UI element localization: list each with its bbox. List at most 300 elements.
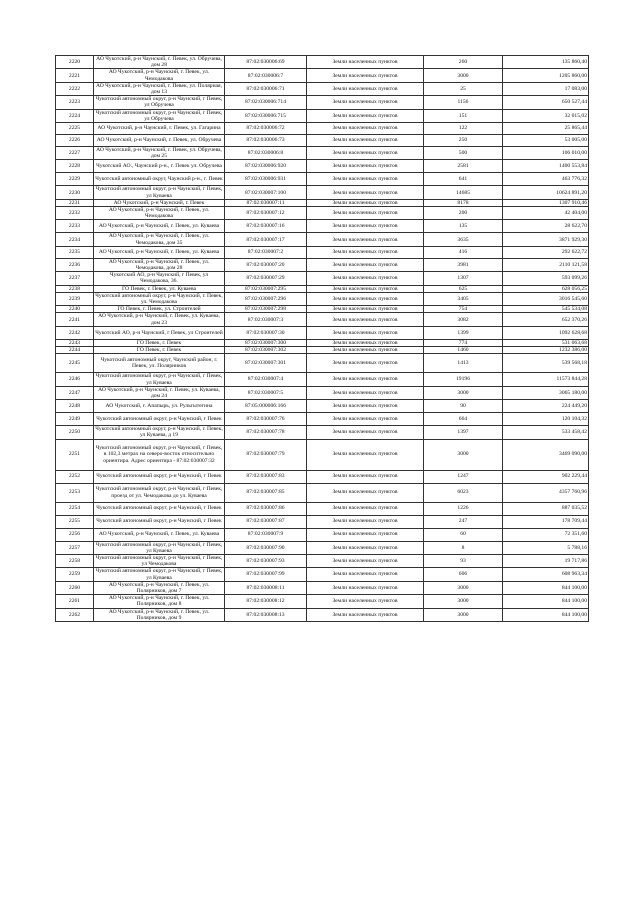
- row-address: Чукотский автономный округ, р-н Чаунский, г Певек, ул Обручева: [94, 109, 225, 122]
- table-row: [56, 554, 589, 567]
- row-area: 3000: [424, 386, 503, 399]
- table-row: [56, 515, 589, 528]
- row-cadastral-cost: 1307 910,46: [503, 199, 589, 206]
- row-land-category: Земли населенных пунктов: [307, 595, 424, 608]
- row-land-category: Земли населенных пунктов: [307, 568, 424, 581]
- row-number: 2226: [56, 135, 94, 147]
- row-number: 2238: [56, 285, 94, 292]
- row-land-category: Земли населенных пунктов: [307, 109, 424, 122]
- row-area: 754: [424, 306, 503, 313]
- row-area: 3000: [424, 595, 503, 608]
- row-cadastral-cost: 178 709,44: [503, 515, 589, 528]
- row-land-category: Земли населенных пунктов: [307, 400, 424, 413]
- table-row: [56, 69, 589, 82]
- row-address: Чукотский автономный округ, р-н Чаунский, г Певек: [94, 470, 225, 483]
- row-cadastral-cost: 545 534,08: [503, 306, 589, 313]
- row-area: 1399: [424, 326, 503, 339]
- table-body: [56, 56, 589, 622]
- row-cadastral-cost: 3065 180,00: [503, 386, 589, 399]
- row-number: 2223: [56, 96, 94, 109]
- row-cadastral-cost: 292 622,72: [503, 246, 589, 258]
- row-cadastral-number: 87:02:030007:79: [225, 439, 307, 470]
- row-address: Чукотский АО., Чаунский р-н., г. Певек ул. Обручева: [94, 160, 225, 173]
- row-cadastral-number: 87:02:030007:87: [225, 515, 307, 528]
- row-cadastral-number: 87:02:030007:78: [225, 426, 307, 439]
- row-area: 6023: [424, 483, 503, 502]
- row-cadastral-number: 87:02:030007:83: [225, 470, 307, 483]
- row-address: Чукотский автономный округ, р-н Чаунский, г Певек, проезд от ул. Чемодакова до ул. Куваева: [94, 483, 225, 502]
- row-cadastral-cost: 608 963,34: [503, 568, 589, 581]
- row-address: АО Чукотский, р-н Чаунский, г. Певек: [94, 199, 225, 206]
- row-cadastral-number: 87:02:030006:715: [225, 109, 307, 122]
- row-address: Чукотский автономный округ, р-н Чаунский, г Певек, в 102,3 метрах на северо-восток относительно ориентира. Адрес ориентира - 87:02:030007:32: [94, 439, 225, 470]
- row-address: АО Чукотский, р-н Чаунский, г. Певек, ул. Чемодакова, дом 35: [94, 233, 225, 246]
- row-cadastral-number: 87:02:030007:11: [225, 199, 307, 206]
- row-number: 2225: [56, 123, 94, 135]
- row-land-category: Земли населенных пунктов: [307, 470, 424, 483]
- table-row: [56, 220, 589, 233]
- row-area: 1413: [424, 354, 503, 373]
- row-cadastral-number: 87:02:030007:86: [225, 502, 307, 515]
- row-cadastral-number: 87:02:030007:76: [225, 413, 307, 426]
- row-cadastral-number: 87:02:030006:931: [225, 173, 307, 186]
- row-cadastral-cost: 32 015,02: [503, 109, 589, 122]
- row-cadastral-cost: 1232 386,00: [503, 347, 589, 354]
- row-land-category: Земли населенных пунктов: [307, 82, 424, 95]
- table-row: [56, 173, 589, 186]
- row-cadastral-cost: 11573 844,28: [503, 373, 589, 386]
- row-cadastral-number: 87:02:030007:295: [225, 285, 307, 292]
- row-cadastral-cost: 539 568,18: [503, 354, 589, 373]
- table-row: [56, 581, 589, 594]
- row-number: 2258: [56, 554, 94, 567]
- row-cadastral-number: 87:02:030008:11: [225, 581, 307, 594]
- land-plots-table: [55, 55, 589, 622]
- row-land-category: Земли населенных пунктов: [307, 135, 424, 147]
- row-land-category: Земли населенных пунктов: [307, 69, 424, 82]
- row-cadastral-cost: 19 717,86: [503, 554, 589, 567]
- row-cadastral-cost: 531 063,68: [503, 339, 589, 346]
- table-row: [56, 373, 589, 386]
- row-area: 1307: [424, 272, 503, 285]
- row-cadastral-cost: 533 458,42: [503, 426, 589, 439]
- row-number: 2237: [56, 272, 94, 285]
- row-number: 2228: [56, 160, 94, 173]
- row-area: 19196: [424, 373, 503, 386]
- row-cadastral-number: 87:02:030006:714: [225, 96, 307, 109]
- table-row: [56, 568, 589, 581]
- row-address: ГО Певек, г. Певек: [94, 339, 225, 346]
- row-number: 2235: [56, 246, 94, 258]
- row-address: Чукотский АО, р-н Чаунский, г Певек, ул Чемодакова, 36.: [94, 272, 225, 285]
- row-land-category: Земли населенных пунктов: [307, 147, 424, 160]
- row-land-category: Земли населенных пунктов: [307, 413, 424, 426]
- row-address: Чукотский автономный округ, р-н Чаунский, г. Певек, ул Куваева, д 19: [95, 426, 223, 439]
- row-number: 2229: [56, 173, 94, 186]
- table-row: [56, 186, 589, 199]
- row-land-category: Земли населенных пунктов: [307, 483, 424, 502]
- table-row: [56, 160, 589, 173]
- row-cadastral-cost: 3469 090,00: [503, 439, 589, 470]
- table-row: [56, 135, 589, 147]
- row-land-category: Земли населенных пунктов: [307, 528, 424, 541]
- row-number: 2243: [56, 339, 94, 346]
- row-number: 2253: [56, 483, 94, 502]
- row-number: 2231: [56, 199, 94, 206]
- table-row: [56, 347, 589, 354]
- row-area: 2581: [424, 160, 503, 173]
- row-cadastral-cost: 106 010,00: [503, 147, 589, 160]
- row-number: 2261: [56, 595, 94, 608]
- row-address: Чукотский АО, р-н Чаунский, г Певек, ул Строителей: [94, 326, 225, 339]
- row-area: 1247: [424, 470, 503, 483]
- row-cadastral-cost: 25 865,44: [503, 123, 589, 135]
- row-cadastral-number: 87:02:030007:29: [225, 272, 307, 285]
- row-land-category: Земли населенных пунктов: [307, 515, 424, 528]
- row-cadastral-cost: 650 527,44: [503, 96, 589, 109]
- row-area: 151: [424, 109, 503, 122]
- row-address: Чукотский автономный округ, р-н Чаунский, г Певек, ул Чемодакова: [94, 554, 225, 567]
- row-cadastral-number: 87:02:030007:298: [225, 306, 307, 313]
- row-cadastral-number: 87:02:030007:99: [225, 568, 307, 581]
- row-number: 2230: [56, 186, 94, 199]
- row-area: 1226: [424, 502, 503, 515]
- row-area: 8178: [424, 199, 503, 206]
- row-number: 2236: [56, 258, 94, 271]
- row-area: 3000: [424, 608, 503, 621]
- row-number: 2257: [56, 541, 94, 554]
- row-land-category: Земли населенных пунктов: [307, 541, 424, 554]
- row-cadastral-cost: 844 100,00: [503, 608, 589, 621]
- row-area: 250: [424, 135, 503, 147]
- row-address: Чукотский автономный округ, р-н Чаунский, г Певек, ул Куваева: [94, 568, 225, 581]
- row-area: 1397: [424, 426, 503, 439]
- row-land-category: Земли населенных пунктов: [307, 354, 424, 373]
- row-cadastral-cost: 887 035,52: [503, 502, 589, 515]
- table-row: [56, 541, 589, 554]
- row-cadastral-number: 87:02:030006:69: [225, 56, 307, 69]
- row-number: 2254: [56, 502, 94, 515]
- table-row: [56, 413, 589, 426]
- row-number: 2246: [56, 373, 94, 386]
- row-cadastral-cost: 4357 760,96: [503, 483, 589, 502]
- table-row: [56, 528, 589, 541]
- table-row: [56, 595, 589, 608]
- row-number: 2234: [56, 233, 94, 246]
- row-cadastral-number: 87:02:030007:12: [225, 207, 307, 220]
- row-area: 90: [424, 400, 503, 413]
- table-row: [56, 199, 589, 206]
- row-number: 2220: [56, 56, 94, 69]
- row-land-category: Земли населенных пунктов: [307, 292, 424, 305]
- row-cadastral-number: 87:02:030008:12: [225, 595, 307, 608]
- row-address: АО Чукотский, р-н Чаунский, г. Певек, ул. Куваева, дом 24: [94, 386, 225, 399]
- row-address: Чукотский автономный округ, р-н Чаунский, г Певек: [94, 413, 225, 426]
- row-cadastral-number: 87:02:030006:7: [225, 69, 307, 82]
- row-address: Чукотский автономный округ, Чаунский район, г. Певек, ул. Полярников: [94, 354, 225, 373]
- row-cadastral-cost: 3016 545,60: [503, 292, 589, 305]
- row-cadastral-number: 87:02:030007:16: [225, 220, 307, 233]
- row-area: 3000: [424, 581, 503, 594]
- table-row: [56, 483, 589, 502]
- table-row: [56, 426, 589, 439]
- row-area: 1460: [424, 347, 503, 354]
- row-number: 2221: [56, 69, 94, 82]
- row-land-category: Земли населенных пунктов: [307, 207, 424, 220]
- row-address: АО Чукотский, г. Апапырь, ул. Рультытегина: [94, 400, 225, 413]
- row-address: АО Чукотский, р-н Чаунский, г. Певек, ул. Куваева, дом 23: [94, 313, 225, 326]
- row-land-category: Земли населенных пунктов: [307, 439, 424, 470]
- row-cadastral-cost: 902 229,44: [503, 470, 589, 483]
- row-land-category: Земли населенных пунктов: [307, 246, 424, 258]
- row-area: 664: [424, 413, 503, 426]
- table-row: [56, 82, 589, 95]
- table-row: [56, 470, 589, 483]
- row-cadastral-number: 87:02:030007:100: [225, 186, 307, 199]
- table-row: [56, 272, 589, 285]
- row-number: 2239: [56, 292, 94, 305]
- row-cadastral-number: 87:05:000006:166: [225, 400, 307, 413]
- row-number: 2251: [56, 439, 94, 470]
- row-area: 641: [424, 173, 503, 186]
- row-area: 3000: [424, 439, 503, 470]
- row-land-category: Земли населенных пунктов: [307, 373, 424, 386]
- row-area: 774: [424, 339, 503, 346]
- row-address: АО Чукотский, р-н Чаунский, г. Певек, ул. Полярников, дом 8: [94, 595, 225, 608]
- table-row: [56, 400, 589, 413]
- row-number: 2224: [56, 109, 94, 122]
- row-number: 2227: [56, 147, 94, 160]
- row-land-category: Земли населенных пунктов: [307, 608, 424, 621]
- row-cadastral-number: 87:02:030006:72: [225, 123, 307, 135]
- table-row: [56, 326, 589, 339]
- row-address: АО Чукотский, р-н Чаунский, г. Певек, ул. Обручева: [94, 135, 225, 147]
- row-area: 3000: [424, 69, 503, 82]
- row-address: Чукотский автономный округ, р-н Чаунский, г Певек, ул Куваева: [94, 186, 225, 199]
- row-address: Чукотский автономный округ, р-н Чаунский, г. Певек, ул. Чемодакова: [95, 292, 223, 306]
- row-area: 93: [424, 554, 503, 567]
- row-cadastral-cost: 42 404,00: [503, 207, 589, 220]
- row-cadastral-cost: 463 776,32: [503, 173, 589, 186]
- row-address: АО Чукотский, р-н Чаунский, г. Певек, ул. Полярников, дом 9: [94, 608, 225, 621]
- row-address: ГО Певек, г. Певек: [94, 347, 225, 354]
- row-cadastral-cost: 5 788,16: [503, 541, 589, 554]
- row-cadastral-cost: 593 099,26: [503, 272, 589, 285]
- row-land-category: Земли населенных пунктов: [307, 233, 424, 246]
- row-number: 2260: [56, 581, 94, 594]
- table-row: [56, 233, 589, 246]
- row-cadastral-number: 87:02:030007:300: [225, 339, 307, 346]
- row-land-category: Земли населенных пунктов: [307, 96, 424, 109]
- row-address: Чукотский автономный округ, р-н Чаунский, г Певек, ул Куваева: [94, 541, 225, 554]
- table-row: [56, 123, 589, 135]
- row-address: ГО Певек, г. Певек, ул. Строителей: [94, 306, 225, 313]
- table-row: [56, 354, 589, 373]
- row-number: 2232: [56, 207, 94, 220]
- row-cadastral-cost: 28 622,70: [503, 220, 589, 233]
- row-address: АО Чукотский, р-н Чаунский, г. Певек, ул. Обручева, дом 28: [94, 56, 225, 69]
- row-area: 247: [424, 515, 503, 528]
- row-land-category: Земли населенных пунктов: [307, 554, 424, 567]
- row-land-category: Земли населенных пунктов: [307, 56, 424, 69]
- row-land-category: Земли населенных пунктов: [307, 426, 424, 439]
- row-area: 3981: [424, 258, 503, 271]
- row-cadastral-cost: 628 056,25: [503, 285, 589, 292]
- table-row: [56, 147, 589, 160]
- row-number: 2250: [56, 426, 94, 439]
- table-row: [56, 608, 589, 621]
- table-row: [56, 502, 589, 515]
- row-cadastral-number: 87:02:030007:301: [225, 354, 307, 373]
- row-number: 2222: [56, 82, 94, 95]
- row-address: АО Чукотский, р-н Чаунский, г. Певек, ул. Куваева: [94, 220, 225, 233]
- document-page: [55, 55, 588, 622]
- row-land-category: Земли населенных пунктов: [307, 326, 424, 339]
- row-address: Чукотский автономный округ, р-н Чаунский, г Певек: [94, 502, 225, 515]
- row-address: АО Чукотский, р-н Чаунский, г. Певек, ул. Полярников, дом 7: [94, 581, 225, 594]
- row-address: АО Чукотский, р-н Чаунский, г. Певек, ул. Чемодакова, дом 28: [94, 258, 225, 271]
- row-address: ГО Певек, г. Певек, ул. Куваева: [94, 285, 225, 292]
- row-cadastral-number: 87:02:030008:13: [225, 608, 307, 621]
- table-row: [56, 246, 589, 258]
- table-row: [56, 258, 589, 271]
- row-land-category: Земли населенных пунктов: [307, 386, 424, 399]
- row-cadastral-number: 87:02:030007:85: [225, 483, 307, 502]
- row-area: 606: [424, 568, 503, 581]
- row-cadastral-cost: 2110 121,58: [503, 258, 589, 271]
- row-address: Чукотский автономный округ, р-н Чаунский, г Певек, ул Обручева: [94, 96, 225, 109]
- row-area: 14685: [424, 186, 503, 199]
- row-area: 3635: [424, 233, 503, 246]
- row-cadastral-number: 87:02:030006:71: [225, 82, 307, 95]
- row-cadastral-number: 87:02:030007:3: [225, 313, 307, 326]
- row-cadastral-cost: 1205 860,00: [503, 69, 589, 82]
- row-land-category: Земли населенных пунктов: [307, 186, 424, 199]
- row-cadastral-cost: 844 100,00: [503, 581, 589, 594]
- row-number: 2252: [56, 470, 94, 483]
- row-number: 2245: [56, 354, 94, 373]
- row-number: 2244: [56, 347, 94, 354]
- row-area: 8: [424, 541, 503, 554]
- row-address: Чукотский автономный округ, р-н Чаунский, г Певек, ул Куваева: [94, 373, 225, 386]
- row-number: 2249: [56, 413, 94, 426]
- row-number: 2242: [56, 326, 94, 339]
- table-row: [56, 439, 589, 470]
- row-area: 60: [424, 528, 503, 541]
- row-address: АО Чукотский, р-н Чаунский, г. Певек, ул. Обручева, дом 25: [94, 147, 225, 160]
- row-cadastral-number: 87:02:030007:90: [225, 541, 307, 554]
- table-row: [56, 313, 589, 326]
- row-cadastral-number: 87:02:030007:4: [225, 373, 307, 386]
- row-cadastral-number: 87:02:030007:302: [225, 347, 307, 354]
- row-address: АО Чукотский, р-н Чаунский, г. Певек, ул. Чемодакова: [94, 69, 225, 82]
- row-address: Чукотский автономный округ, Чаунский р-н., г. Певек: [94, 173, 225, 186]
- row-cadastral-number: 87:02:030007:93: [225, 554, 307, 567]
- row-cadastral-number: 87:02:030007:9: [225, 528, 307, 541]
- table-row: [56, 386, 589, 399]
- row-number: 2256: [56, 528, 94, 541]
- table-row: [56, 292, 589, 305]
- row-cadastral-cost: 10624 891,20: [503, 186, 589, 199]
- row-land-category: Земли населенных пунктов: [307, 160, 424, 173]
- table-row: [56, 56, 589, 69]
- row-land-category: Земли населенных пунктов: [307, 502, 424, 515]
- row-cadastral-number: 87:02:030007:296: [225, 292, 307, 305]
- row-address: АО Чукотский, р-н Чаунский, г. Певек, ул. Чемодакова: [94, 207, 225, 220]
- row-cadastral-cost: 135 860,40: [503, 56, 589, 69]
- row-land-category: Земли населенных пунктов: [307, 272, 424, 285]
- table-row: [56, 96, 589, 109]
- row-land-category: Земли населенных пунктов: [307, 313, 424, 326]
- row-address: АО Чукотский, р-н Чаунский, г. Певек, ул. Куваева: [94, 528, 225, 541]
- row-land-category: Земли населенных пунктов: [307, 339, 424, 346]
- table-row: [56, 207, 589, 220]
- row-land-category: Земли населенных пунктов: [307, 258, 424, 271]
- table-row: [56, 339, 589, 346]
- row-area: 416: [424, 246, 503, 258]
- row-number: 2255: [56, 515, 94, 528]
- row-address: АО Чукотский, р-н Чаунский, г. Певек, ул. Полярная, дом 13: [94, 82, 225, 95]
- row-cadastral-number: 87:02:030007:20: [225, 258, 307, 271]
- row-cadastral-cost: 652 370,26: [503, 313, 589, 326]
- row-area: 260: [424, 56, 503, 69]
- row-number: 2247: [56, 386, 94, 399]
- row-cadastral-number: 87:02:030007:17: [225, 233, 307, 246]
- row-address: Чукотский автономный округ, р-н Чаунский, г Певек: [94, 515, 225, 528]
- row-land-category: Земли населенных пунктов: [307, 581, 424, 594]
- row-area: 1156: [424, 96, 503, 109]
- row-cadastral-cost: 53 005,00: [503, 135, 589, 147]
- row-cadastral-number: 87:02:030006:920: [225, 160, 307, 173]
- table-row: [56, 109, 589, 122]
- row-cadastral-cost: 72 351,60: [503, 528, 589, 541]
- table-row: [56, 306, 589, 313]
- row-number: 2259: [56, 568, 94, 581]
- row-area: 200: [424, 207, 503, 220]
- row-land-category: Земли населенных пунктов: [307, 285, 424, 292]
- row-cadastral-cost: 120 104,32: [503, 413, 589, 426]
- row-land-category: Земли населенных пунктов: [307, 220, 424, 233]
- row-land-category: Земли населенных пунктов: [307, 347, 424, 354]
- row-number: 2248: [56, 400, 94, 413]
- row-cadastral-number: 87:02:030007:30: [225, 326, 307, 339]
- row-land-category: Земли населенных пунктов: [307, 123, 424, 135]
- row-area: 3405: [424, 292, 503, 305]
- row-area: 500: [424, 147, 503, 160]
- row-area: 625: [424, 285, 503, 292]
- row-area: 3082: [424, 313, 503, 326]
- row-cadastral-number: 87:02:030006:73: [225, 135, 307, 147]
- row-address: АО Чукотский, р-н Чаунский, г. Певек, ул. Куваева: [94, 246, 225, 258]
- row-cadastral-cost: 3871 929,30: [503, 233, 589, 246]
- table-row: [56, 285, 589, 292]
- row-cadastral-cost: 17 083,00: [503, 82, 589, 95]
- row-number: 2240: [56, 306, 94, 313]
- row-land-category: Земли населенных пунктов: [307, 306, 424, 313]
- row-number: 2233: [56, 220, 94, 233]
- row-area: 135: [424, 220, 503, 233]
- row-area: 25: [424, 82, 503, 95]
- row-cadastral-cost: 844 100,00: [503, 595, 589, 608]
- row-cadastral-number: 87:02:030007:5: [225, 386, 307, 399]
- row-address: АО Чукотский, р-н Чаунский, г. Певек, ул. Гагарина: [94, 123, 225, 135]
- row-cadastral-cost: 1400 553,84: [503, 160, 589, 173]
- row-cadastral-number: 87:02:030006:8: [225, 147, 307, 160]
- row-cadastral-number: 87:02:030007:2: [225, 246, 307, 258]
- row-land-category: Земли населенных пунктов: [307, 173, 424, 186]
- row-number: 2241: [56, 313, 94, 326]
- row-cadastral-cost: 224 449,20: [503, 400, 589, 413]
